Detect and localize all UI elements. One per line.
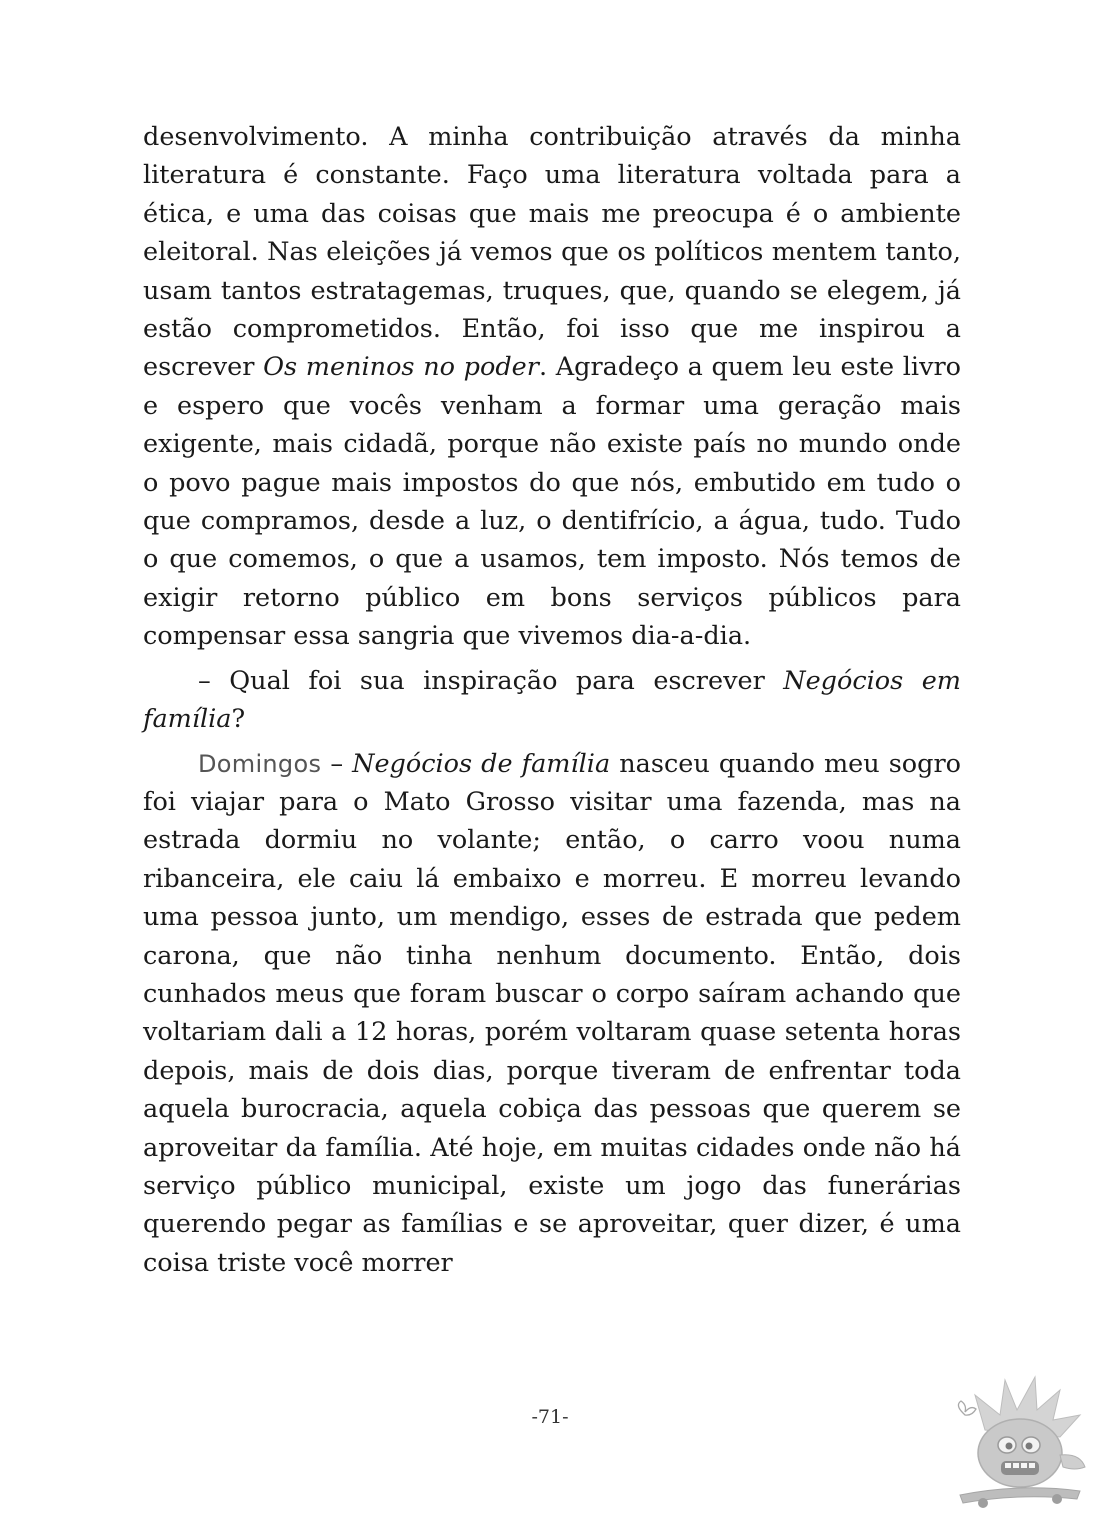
paragraph-text: desenvolvimento. A minha contribuição através da minha literatura é constante. Faço uma literatura voltada para a ética, e uma das coisas que mais me preocupa é o ambiente eleitoral. Nas eleições já vemos que os políticos mentem tanto, usam tantos estratagemas, truques, que, quando se elegem, já estão comprometidos. Então, foi isso que me inspirou a escrever — [143, 122, 961, 383]
body-text — [143, 118, 961, 1282]
interview-answer — [143, 745, 961, 1283]
question-text: – Qual foi sua inspiração para escrever — [198, 665, 784, 696]
book-title-negocios-de-familia: Negócios de família — [352, 748, 611, 779]
answer-dash: – — [321, 748, 353, 779]
answer-text: nasceu quando meu sogro foi viajar para o Mato Grosso visitar uma fazenda, mas na estrada dormiu no volante; então, o carro voou numa ribanceira, ele caiu lá embaixo e morreu. E morreu levando uma pessoa junto, um mendigo, esses de estrada que pedem carona, que não tinha nenhum documento. Então, dois cunhados meus que foram buscar o corpo saíram achando que voltariam dali a 12 horas, porém voltaram quase setenta horas depois, mais de dois dias, porque tiveram de enfrentar toda aquela burocracia, aquela cobiça das pessoas que querem se aproveitar da família. Até hoje, em muitas cidades onde não há serviço público municipal, existe um jogo das funerárias querendo pegar as famílias e se aproveitar, quer dizer, é uma coisa triste você morrer — [143, 748, 962, 1278]
speaker-name: Domingos — [198, 749, 322, 778]
page-number: -71- — [531, 1406, 569, 1428]
paragraph-answer-continued — [143, 118, 961, 656]
interview-question — [143, 662, 961, 739]
question-mark: ? — [231, 704, 246, 735]
book-title-os-meninos: Os meninos no poder — [263, 352, 539, 383]
cartoon-mascot-icon — [945, 1375, 1095, 1515]
paragraph-text-end: . Agradeço a quem leu este livro e espero que vocês venham a formar uma geração mais exigente, mais cidadã, porque não existe país no mundo onde o povo pague mais impostos do que nós, embutido em tudo o que compramos, desde a luz, o dentifrício, a água, tudo. Tudo o que comemos, o que a usamos, tem imposto. Nós temos de exigir retorno público em bons serviços públicos para compensar essa sangria que vivemos dia-a-dia. — [143, 352, 962, 652]
book-title-negocios-em-familia: Negócios em família — [143, 665, 961, 735]
